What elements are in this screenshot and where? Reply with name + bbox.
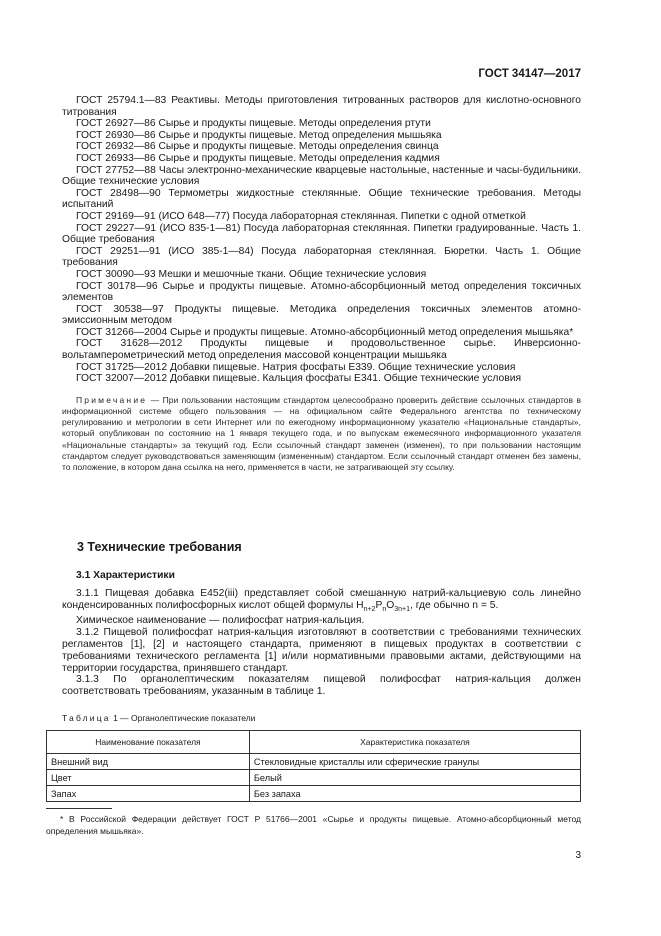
reference-item: ГОСТ 27752—88 Часы электронно-механические кварцевые настольные, настенные и часы-будильники. Общие технические условия: [62, 164, 581, 188]
reference-item: ГОСТ 26932—86 Сырье и продукты пищевые. Методы определения свинца: [76, 141, 439, 153]
organoleptic-table: [46, 730, 581, 802]
reference-item: ГОСТ 31266—2004 Сырье и продукты пищевые. Атомно-абсорбционный метод определения мышьяка*: [76, 326, 574, 338]
reference-item: ГОСТ 30538—97 Продукты пищевые. Методика определения токсичных элементов атомно-эмиссионным методом: [62, 303, 581, 327]
paragraph-3-1-2: 3.1.2 Пищевой полифосфат натрия-кальция изготовляют в соответствии с требованиями технических регламентов [1], [2] и настоящего стандарта, применяют в пищевых продуктах в соответствии с требованиями технического регламента [1] и/или нормативными правовыми актами, действующими на территории государства, принявшего стандарт.: [62, 627, 581, 674]
reference-item: ГОСТ 29227—91 (ИСО 835-1—81) Посуда лабораторная стеклянная. Пипетки градуированные. Часть 1. Общие требования: [62, 222, 581, 246]
formula-element: O: [386, 599, 395, 611]
table-cell: Внешний вид: [47, 754, 250, 770]
table-header-row: [47, 731, 581, 754]
footnote-divider: [46, 808, 112, 809]
table-cell: Белый: [249, 770, 580, 786]
table-row: [47, 770, 581, 786]
reference-item: ГОСТ 29169—91 (ИСО 648—77) Посуда лабораторная стеклянная. Пипетки с одной отметкой: [76, 210, 526, 222]
table-caption: 1 — Органолептические показатели: [110, 713, 256, 723]
formula-subscript: 3n+1: [394, 605, 411, 613]
paragraph-text: , где обычно n = 5.: [410, 599, 499, 611]
reference-item: ГОСТ 31628—2012 Продукты пищевые и продовольственное сырье. Инверсионно-вольтамперометрический метод определения массовой концентрации мышьяка: [62, 338, 581, 362]
formula-subscript: n+2: [363, 605, 376, 613]
table-cell: Стекловидные кристаллы или сферические гранулы: [249, 754, 580, 770]
formula-element: P: [375, 599, 383, 611]
reference-item: ГОСТ 30090—93 Мешки и мешочные ткани. Общие технические условия: [76, 268, 427, 280]
table-title: [62, 713, 255, 723]
table-row: [47, 754, 581, 770]
reference-item: ГОСТ 30178—96 Сырье и продукты пищевые. Атомно-абсорбционный метод определения токсичных элементов: [62, 280, 581, 304]
subsection-title: 3.1 Характеристики: [76, 570, 175, 581]
table-cell: Без запаха: [249, 786, 580, 802]
paragraph-3-1-1: [62, 588, 581, 616]
table-row: [47, 786, 581, 802]
formula-subscript: n: [382, 605, 387, 613]
reference-item: ГОСТ 28498—90 Термометры жидкостные стеклянные. Общие технические требования. Методы испытаний: [62, 187, 581, 211]
reference-item: ГОСТ 32007—2012 Добавки пищевые. Кальция фосфаты Е341. Общие технические условия: [76, 373, 522, 385]
section-body: [62, 570, 581, 698]
section-title: 3 Технические требования: [77, 540, 242, 554]
note-text: — При пользовании настоящим стандартом целесообразно проверить действие ссылочных стандартов в информационной системе общего пользования — на официальном сайте Федерального агентства по техническому регулированию и метрологии в сети Интернет или по ежегодному информационному указателю «Национальные стандарты», который опубликован по состоянию на 1 января текущего года, и по выпускам ежемесячного информационного указателя «Национальные стандарты» за текущий год. Если ссылочный стандарт заменен (изменен), то при пользовании настоящим стандартом следует руководствоваться заменяющим (измененным) стандартом. Если ссылочный стандарт отменен без замены, то положение, в котором дана ссылка на него, применяется в части, не затрагивающей эту ссылку.: [62, 394, 581, 473]
document-code: ГОСТ 34147—2017: [478, 68, 581, 80]
note-block: [62, 395, 581, 473]
paragraph-3-1-3: 3.1.3 По органолептическим показателям пищевой полифосфат натрия-кальция должен соответствовать требованиям, указанным в таблице 1.: [62, 674, 581, 698]
table-cell: Цвет: [47, 770, 250, 786]
reference-item: ГОСТ 26933—86 Сырье и продукты пищевые. Методы определения кадмия: [76, 152, 440, 164]
footnote: * В Российской Федерации действует ГОСТ Р 51766—2001 «Сырье и продукты пищевые. Атомно-абсорбционный метод определения мышьяка».: [46, 814, 581, 836]
table-header-cell: Характеристика показателя: [249, 731, 580, 754]
table-cell: Запах: [47, 786, 250, 802]
note-label: Примечание: [76, 394, 148, 405]
table-label: Таблица: [62, 713, 111, 723]
page-number: 3: [575, 850, 581, 861]
reference-item: ГОСТ 31725—2012 Добавки пищевые. Натрия фосфаты Е339. Общие технические условия: [76, 361, 516, 373]
reference-item: ГОСТ 25794.1—83 Реактивы. Методы приготовления титрованных растворов для кислотно-основного титрования: [62, 95, 581, 118]
references-list: [62, 95, 581, 473]
table-header-cell: Наименование показателя: [47, 731, 250, 754]
paragraph-chem-name: Химическое наименование — полифосфат натрия-кальция.: [76, 615, 365, 627]
reference-item: ГОСТ 29251—91 (ИСО 385-1—84) Посуда лабораторная стеклянная. Бюретки. Часть 1. Общие требования: [62, 245, 581, 269]
paragraph-text: 3.1.1 Пищевая добавка Е452(iii) представляет собой смешанную натрий-кальциевую соль линейно конденсированных полифосфорных кислот общей формулы H: [62, 587, 581, 611]
reference-item: ГОСТ 26927—86 Сырье и продукты пищевые. Методы определения ртути: [76, 118, 431, 130]
reference-item: ГОСТ 26930—86 Сырье и продукты пищевые. Метод определения мышьяка: [76, 129, 442, 141]
